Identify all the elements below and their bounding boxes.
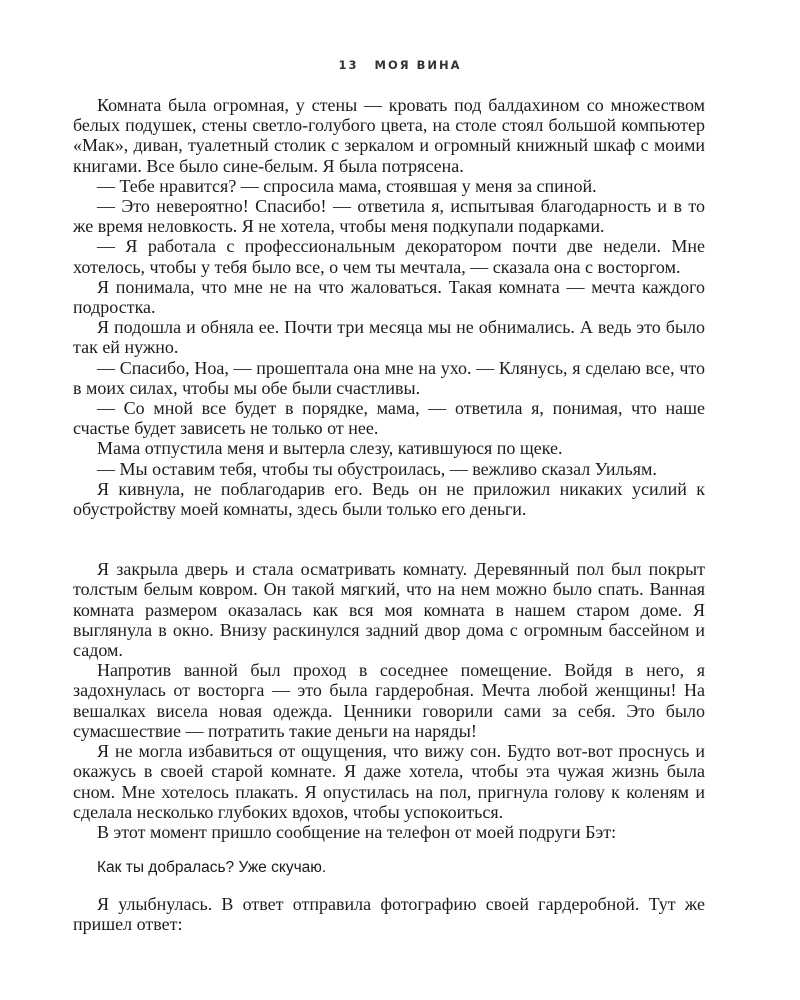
paragraph: Я понимала, что мне не на что жаловаться. Такая комната — мечта каждого подростка. [73, 276, 705, 318]
paragraph: Я подошла и обняла ее. Почти три месяца мы не обнимались. А ведь это было так ей нужно. [73, 317, 705, 358]
paragraph: Комната была огромная, у стены — кровать под балдахином со множеством белых подушек, стены светло-голубого цвета, на столе стоял большой компьютер «Мак», диван, туалетный столик с зеркалом и огромный книжный шкаф с моими книгами. Все было сине-белым. Я была потрясена. [73, 95, 705, 176]
chapter-title: МОЯ ВИНА [374, 58, 462, 72]
paragraph: — Я работала с профессиональным декоратором почти две недели. Мне хотелось, чтобы у тебя было все, о чем ты мечтала, — сказала она с восторгом. [73, 236, 705, 277]
paragraph: — Тебе нравится? — спросила мама, стоявшая у меня за спиной. [97, 175, 597, 196]
paragraph: — Мы оставим тебя, чтобы ты обустроилась, — вежливо сказал Уильям. [97, 458, 657, 479]
paragraph: Напротив ванной был проход в соседнее помещение. Войдя в него, я задохнулась от восторга — это была гардеробная. Мечта любой женщины! На вешалках висела новая одежда. Ценники говорили сами за себя. Это было сумасшествие — потратить такие деньги на наряды! [73, 660, 705, 741]
spacer [73, 842, 705, 858]
body-text [73, 95, 705, 935]
paragraph: Я улыбнулась. В ответ отправила фотографию своей гардеробной. Тут же пришел ответ: [73, 894, 705, 935]
page-number: 13 [338, 58, 359, 72]
text-message: Как ты добралась? Уже скучаю. [97, 859, 327, 877]
section-break [73, 519, 705, 559]
paragraph: — Со мной все будет в порядке, мама, — ответила я, понимая, что наше счастье будет зависеть не только от нее. [73, 398, 705, 439]
paragraph: Я закрыла дверь и стала осматривать комнату. Деревянный пол был покрыт толстым белым ковром. Он такой мягкий, что на нем можно было спать. Ванная комната размером оказалась как вся моя комната в нашем старом доме. Я выглянула в окно. Внизу раскинулся задний двор дома с огромным бассейном и садом. [73, 559, 705, 661]
paragraph: Я не могла избавиться от ощущения, что вижу сон. Будто вот-вот проснусь и окажусь в своей старой комнате. Я даже хотела, чтобы эта чужая жизнь была сном. Мне хотелось плакать. Я опустилась на пол, пригнула голову к коленям и сделала несколько глубоких вдохов, чтобы успокоиться. [73, 741, 705, 822]
paragraph: — Это невероятно! Спасибо! — ответила я, испытывая благодарность и в то же время неловкость. Я не хотела, чтобы меня подкупали подарками. [73, 196, 705, 237]
paragraph: В этот момент пришло сообщение на телефон от моей подруги Бэт: [97, 821, 617, 842]
paragraph: Мама отпустила меня и вытерла слезу, катившуюся по щеке. [97, 438, 563, 459]
paragraph: — Спасибо, Ноа, — прошептала она мне на ухо. — Клянусь, я сделаю все, что в моих силах, чтобы мы обе были счастливы. [73, 357, 705, 398]
paragraph: Я кивнула, не поблагодарив его. Ведь он не приложил никаких усилий к обустройству моей комнаты, здесь были только его деньги. [73, 478, 705, 520]
spacer [73, 878, 705, 894]
running-header [0, 58, 800, 72]
